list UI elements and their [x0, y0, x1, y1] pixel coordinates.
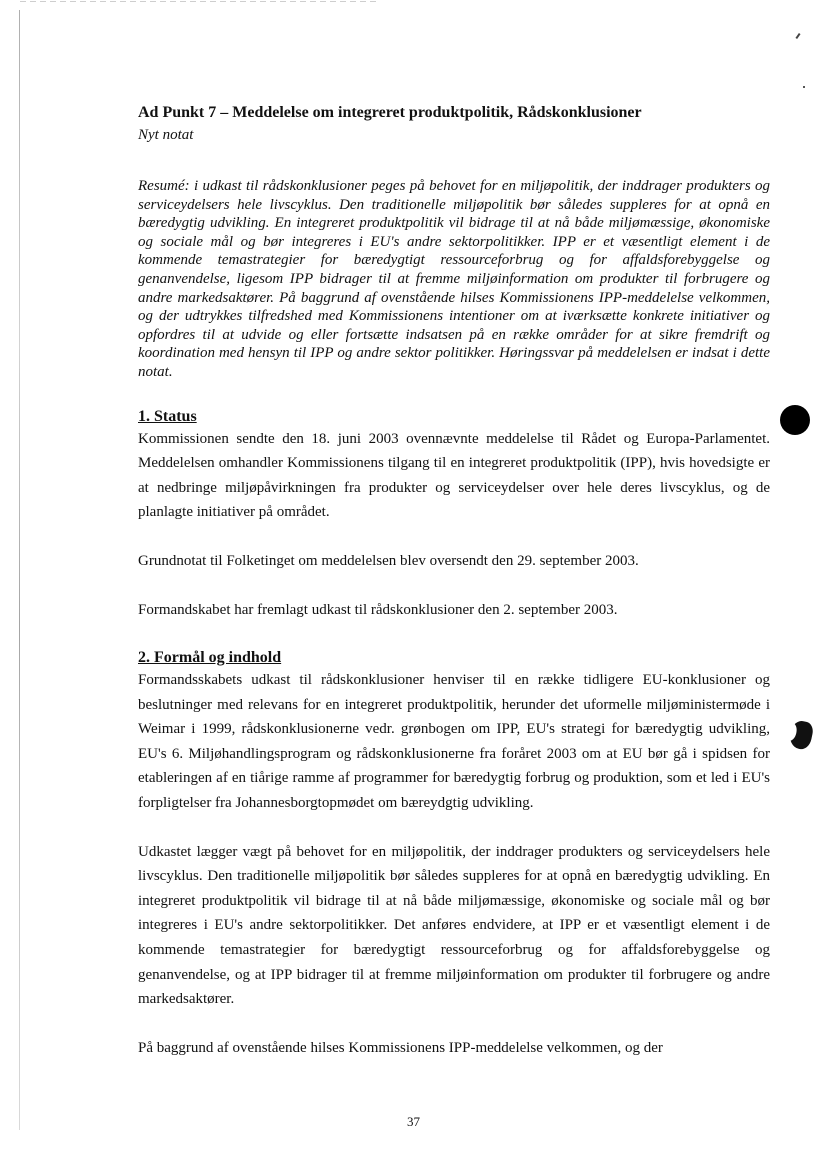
paragraph: Formandskabet har fremlagt udkast til rådskonklusioner den 2. september 2003.: [138, 601, 618, 618]
paragraph: Udkastet lægger vægt på behovet for en miljøpolitik, der inddrager produkters og serviceydelsers hele livscyklus. Den traditionelle miljøpolitik bør således suppleres for at opnå en bæredygtig udvikling. En integreret produktpolitik vil bidrage til at nå både miljømæssige, økonomiske og sociale mål og bør integreres i EU's andre sektorpolitikker. Det anføres endvidere, at IPP er et væsentligt element i de kommende temastrategier for bæredygtigt ressourceforbrug og for affaldsforebyggelse og genanvendelse, og at IPP bidrager til at fremme miljøinformation om produkter til forbrugere og andre markedsaktører.: [138, 843, 770, 1008]
punch-hole: [780, 405, 810, 435]
punch-hole: [787, 719, 814, 751]
scan-artifact-edge: [19, 10, 20, 1130]
document-body: [138, 103, 770, 1060]
paragraph: Formandsskabets udkast til rådskonklusioner henviser til en række tidligere EU-konklusioner og beslutninger med relevans for en integreret produktpolitik, herunder det uformelle miljøministermøde i Weimar i 1999, rådskonklusionerne vedr. grønbogen om IPP, EU's strategi for bæredygtig udvikling, EU's 6. Miljøhandlingsprogram og rådskonklusionerne fra foråret 2003 om at EU bør gå i spidsen for etableringen af en tiårige ramme af programmer for bæredygtig forbrug og produktion, som et led i EU's forpligtelser fra Johannesborgtopmødet om bæreydgtig udvikling.: [138, 672, 770, 812]
paragraph: Grundnotat til Folketinget om meddelelsen blev oversendt den 29. september 2003.: [138, 552, 639, 569]
paragraph: Kommissionen sendte den 18. juni 2003 ovennævnte meddelelse til Rådet og Europa-Parlamentet. Meddelelsen omhandler Kommissionens tilgang til en integreret produktpolitik (IPP), hvis hovedsigte er at nedbringe miljøpåvirkningen fra produkter og serviceydelser over hele deres livscyklus, og de planlagte initiativer på området.: [138, 430, 770, 521]
page-number: 37: [407, 1114, 420, 1129]
document-heading: Ad Punkt 7 – Meddelelse om integreret produktpolitik, Rådskonklusioner: [138, 104, 642, 121]
section-status: [138, 407, 770, 623]
scan-artifact-top: [20, 1, 380, 2]
scan-artifact-mark: [795, 33, 800, 39]
document-subheading: Nyt notat: [138, 127, 194, 143]
section-title: 1. Status: [138, 407, 197, 425]
section-title: 2. Formål og indhold: [138, 649, 282, 667]
summary-paragraph: Resumé: i udkast til rådskonklusioner peges på behovet for en miljøpolitik, der inddrager produkters og serviceydelsers hele livscyklus. Den traditionelle miljøpolitik bør således suppleres for at opnå en bæredygtig udvikling. En integreret produktpolitik vil bidrage til at nå både miljømæssige, økonomiske og sociale mål og bør integreres i EU's andre sektorpolitikker. IPP er et væsentligt element i de kommende temastrategier for bæredygtigt ressourceforbrug og for affaldsforebyggelse og genanvendelse, ligesom IPP bidrager til at fremme miljøinformation om produkter til forbrugere og andre markedsaktører. På baggrund af ovenstående hilses Kommissionens IPP-meddelelse velkommen, og der udtrykkes tilfredshed med Kommissionens intentioner om at iværksætte konkrete initiativer og opfordres til at udvide og eller fortsætte indsatsen på en række områder for at sikre fremdrift og koordination med hensyn til IPP og andre sektor politikker. Høringssvar på meddelelsen er indsat i dette notat.: [138, 178, 770, 380]
scan-artifact-dot: [803, 86, 805, 88]
section-purpose: [138, 648, 770, 1060]
paragraph: På baggrund af ovenstående hilses Kommissionens IPP-meddelelse velkommen, og der: [138, 1039, 663, 1056]
